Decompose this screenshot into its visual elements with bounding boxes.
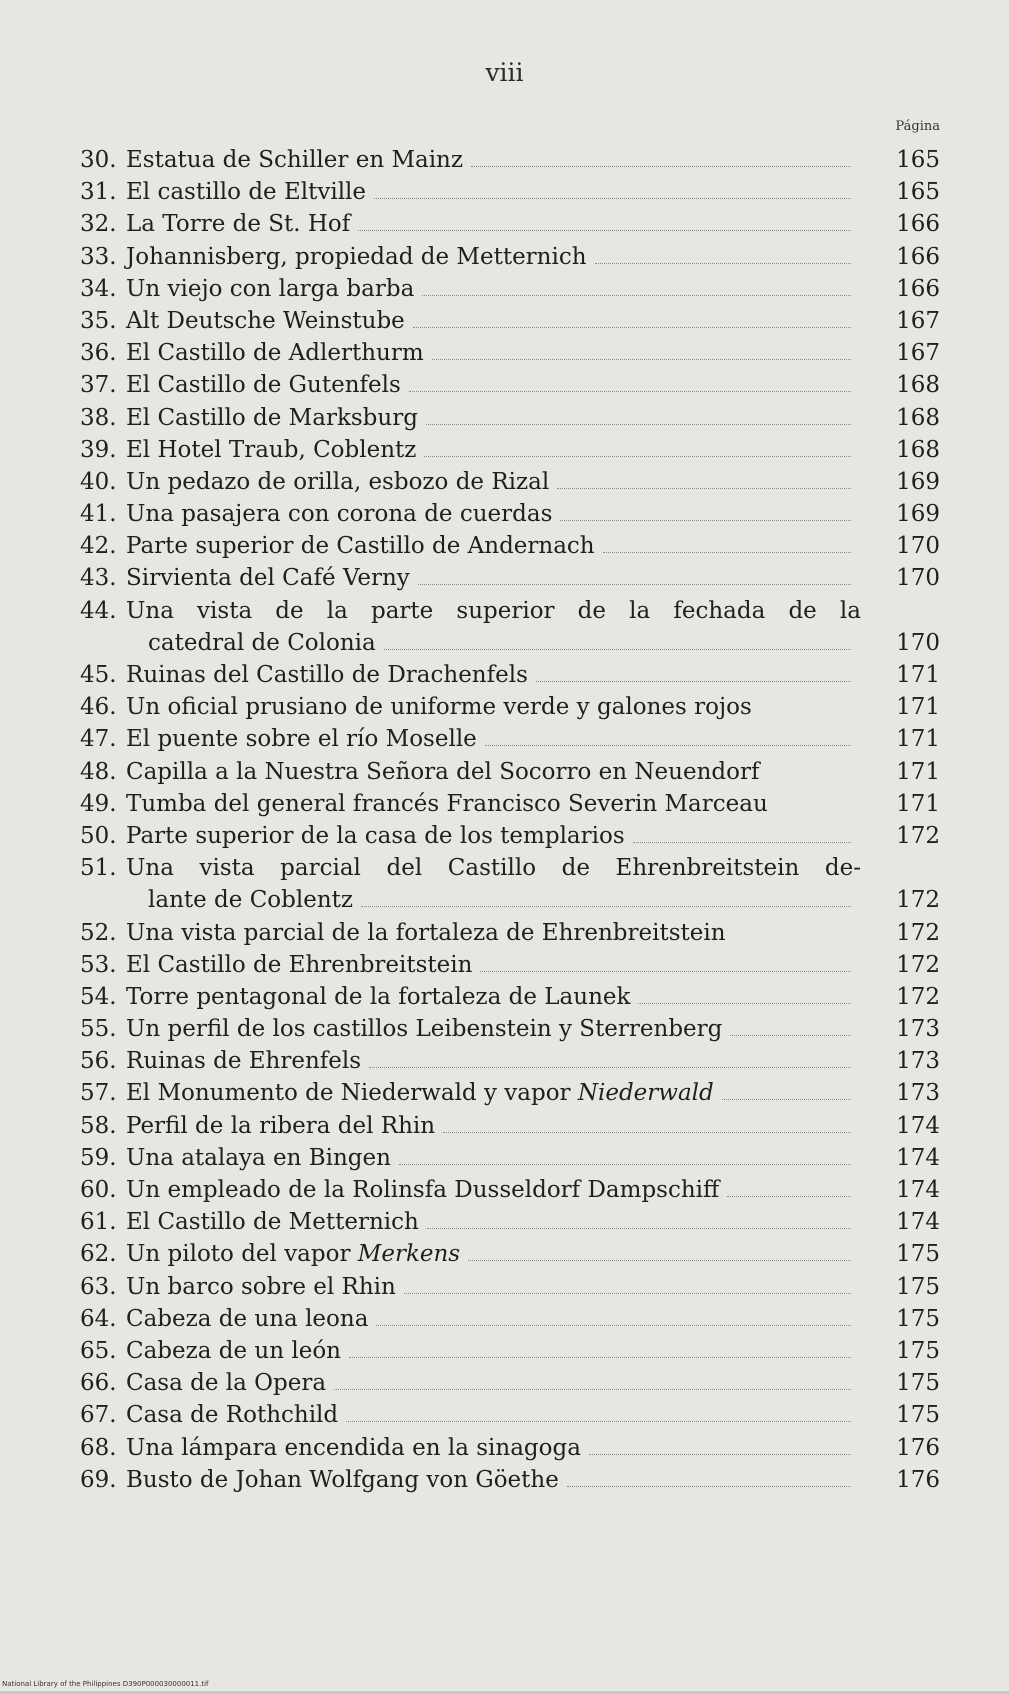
item-number: 50. [80, 822, 117, 849]
item-number: 32. [80, 211, 117, 238]
item-title [126, 852, 861, 916]
item-title [126, 176, 861, 208]
dot-leader [369, 1066, 851, 1068]
list-item [80, 530, 940, 562]
item-title [126, 1077, 861, 1109]
list-item [80, 917, 940, 949]
item-title-text: Un piloto del vapor [126, 1241, 358, 1268]
item-title-text: Alt Deutsche Weinstube [126, 307, 405, 334]
dot-leader [426, 423, 851, 425]
dot-leader [404, 1292, 851, 1294]
page-number: viii [485, 58, 524, 87]
item-title-text: Una lámpara encendida en la sinagoga [126, 1434, 581, 1461]
item-title-italic: Merkens [357, 1241, 461, 1268]
list-item [80, 434, 940, 466]
item-page-number: 171 [896, 662, 940, 689]
list-item [80, 498, 940, 530]
item-page-number: 166 [896, 243, 940, 270]
item-title-text: Una pasajera con corona de cuerdas [126, 501, 553, 528]
item-number: 54. [80, 983, 117, 1010]
item-number: 40. [80, 468, 117, 495]
item-number: 46. [80, 694, 117, 721]
item-page-number: 174 [896, 1209, 940, 1236]
dot-leader [418, 583, 851, 585]
dot-leader [384, 648, 851, 650]
item-number: 39. [80, 436, 117, 463]
item-page-number: 167 [896, 340, 940, 367]
dot-leader [589, 1453, 851, 1455]
item-title [126, 144, 861, 176]
item-title-continuation: lante de Coblentz [148, 887, 354, 914]
item-title-text: Perfil de la ribera del Rhin [126, 1112, 436, 1139]
item-title-text: Un perfil de los castillos Leibenstein y Sterrenberg [126, 1016, 723, 1043]
list-item [80, 1367, 940, 1399]
item-number: 57. [80, 1080, 117, 1107]
item-number: 68. [80, 1434, 117, 1461]
item-title-text: El Hotel Traub, Coblentz [126, 436, 417, 463]
dot-leader [361, 905, 851, 907]
list-item [80, 1399, 940, 1431]
item-title-line2 [126, 884, 861, 916]
list-item [80, 1335, 940, 1367]
item-title-text: Casa de la Opera [126, 1370, 327, 1397]
item-title-text: Un pedazo de orilla, esbozo de Rizal [126, 468, 550, 495]
item-title-text: El Castillo de Marksburg [126, 404, 418, 431]
list-item [80, 1303, 940, 1335]
list-item [80, 1013, 940, 1045]
dot-leader [471, 165, 851, 167]
item-number: 66. [80, 1370, 117, 1397]
item-page-number: 172 [896, 951, 940, 978]
item-page-number: 171 [896, 790, 940, 817]
item-number: 44. [80, 597, 117, 624]
item-number: 30. [80, 147, 117, 173]
item-title-text: Ruinas del Castillo de Drachenfels [126, 662, 528, 689]
item-title-text: Cabeza de una leona [126, 1305, 369, 1332]
list-item [80, 337, 940, 369]
item-title-text: El Castillo de Gutenfels [126, 372, 401, 399]
list-item [80, 1238, 940, 1270]
list-item [80, 466, 940, 498]
item-page-number: 168 [896, 404, 940, 431]
item-number: 62. [80, 1241, 117, 1268]
item-title-line1: Una vista parcial del Castillo de Ehrenbreitstein de- [126, 855, 861, 882]
dot-leader [358, 229, 851, 231]
item-page-number: 170 [896, 629, 940, 656]
item-title [126, 691, 861, 723]
item-number: 61. [80, 1209, 117, 1236]
list-item [80, 949, 940, 981]
item-title [126, 1432, 861, 1464]
dot-leader [633, 841, 851, 843]
item-title [126, 337, 861, 369]
item-title [126, 1271, 861, 1303]
list-item [80, 659, 940, 691]
dot-leader [422, 294, 851, 296]
dot-leader [432, 358, 851, 360]
dot-leader [346, 1420, 851, 1422]
dot-leader [349, 1356, 851, 1358]
dot-leader [536, 680, 851, 682]
item-page-number: 175 [896, 1241, 940, 1268]
item-title-continuation: catedral de Colonia [148, 629, 376, 656]
item-title-text: Un oficial prusiano de uniforme verde y galones rojos [126, 694, 752, 721]
item-title [126, 756, 861, 788]
item-number: 47. [80, 726, 117, 753]
item-title-text: Tumba del general francés Francisco Severin Marceau [126, 790, 768, 817]
item-number: 31. [80, 179, 117, 206]
item-page-number: 174 [896, 1177, 940, 1204]
list-item [80, 723, 940, 755]
list-item [80, 820, 940, 852]
item-number: 49. [80, 790, 117, 817]
item-page-number: 168 [896, 372, 940, 399]
dot-leader [480, 970, 851, 972]
item-page-number: 173 [896, 1080, 940, 1107]
page-column-heading: Página [895, 119, 940, 134]
item-title [126, 1464, 861, 1496]
list-item [80, 756, 940, 788]
dot-leader [638, 1002, 851, 1004]
item-page-number: 169 [896, 501, 940, 528]
dot-leader [468, 1259, 851, 1261]
list-item [80, 1432, 940, 1464]
item-title [126, 949, 861, 981]
list-item [80, 981, 940, 1013]
item-title-text: Un empleado de la Rolinsfa Dusseldorf Dampschiff [126, 1177, 720, 1204]
item-title [126, 434, 861, 466]
item-page-number: 171 [896, 726, 940, 753]
item-number: 34. [80, 275, 117, 302]
list-item [80, 176, 940, 208]
list-item [80, 1174, 940, 1206]
item-title [126, 595, 861, 659]
item-page-number: 166 [896, 211, 940, 238]
item-title [126, 530, 861, 562]
dot-leader [603, 551, 851, 553]
item-page-number: 165 [896, 179, 940, 206]
item-title [126, 1174, 861, 1206]
item-title [126, 241, 861, 273]
item-title [126, 208, 861, 240]
item-number: 67. [80, 1402, 117, 1429]
list-item [80, 305, 940, 337]
item-page-number: 170 [896, 533, 940, 560]
dot-leader [722, 1098, 851, 1100]
item-title-text: El Castillo de Ehrenbreitstein [126, 951, 473, 978]
item-number: 65. [80, 1337, 117, 1364]
item-title-line2 [126, 627, 861, 659]
list-item [80, 144, 940, 176]
item-title [126, 820, 861, 852]
item-title-text: Capilla a la Nuestra Señora del Socorro en Neuendorf [126, 758, 760, 785]
list-item [80, 788, 940, 820]
item-number: 56. [80, 1048, 117, 1075]
item-title [126, 1238, 861, 1270]
item-page-number: 172 [896, 822, 940, 849]
list-item [80, 402, 940, 434]
list-item [80, 691, 940, 723]
item-title [126, 466, 861, 498]
dot-leader [424, 455, 851, 457]
item-number: 60. [80, 1177, 117, 1204]
item-number: 33. [80, 243, 117, 270]
item-title-line1: Una vista de la parte superior de la fechada de la [126, 597, 861, 624]
item-page-number: 174 [896, 1144, 940, 1171]
item-number: 48. [80, 758, 117, 785]
item-number: 64. [80, 1305, 117, 1332]
item-title [126, 1045, 861, 1077]
item-title [126, 1013, 861, 1045]
item-number: 35. [80, 307, 117, 334]
item-title [126, 788, 861, 820]
item-page-number: 172 [896, 887, 940, 914]
item-number: 52. [80, 919, 117, 946]
item-number: 38. [80, 404, 117, 431]
item-title [126, 659, 861, 691]
item-title-text: La Torre de St. Hof [126, 211, 351, 238]
list-item [80, 1271, 940, 1303]
item-title-text: Johannisberg, propiedad de Metternich [126, 243, 587, 270]
item-title-text: Torre pentagonal de la fortaleza de Launek [126, 983, 631, 1010]
item-title-text: El castillo de Eltville [126, 179, 367, 206]
item-title-text: Casa de Rothchild [126, 1402, 339, 1429]
item-page-number: 171 [896, 758, 940, 785]
item-page-number: 171 [896, 694, 940, 721]
item-title-text: Parte superior de Castillo de Andernach [126, 533, 595, 560]
dot-leader [485, 744, 851, 746]
list-item [80, 1110, 940, 1142]
item-title [126, 498, 861, 530]
dot-leader [567, 1485, 851, 1487]
item-page-number: 172 [896, 919, 940, 946]
item-title-text: Una vista parcial de la fortaleza de Ehrenbreitstein [126, 919, 726, 946]
dot-leader [727, 1195, 851, 1197]
item-number: 55. [80, 1016, 117, 1043]
item-title [126, 305, 861, 337]
item-number: 59. [80, 1144, 117, 1171]
list-item [80, 1045, 940, 1077]
item-number: 37. [80, 372, 117, 399]
item-title [126, 1142, 861, 1174]
item-title-text: El puente sobre el río Moselle [126, 726, 477, 753]
item-number: 43. [80, 565, 117, 592]
item-title [126, 369, 861, 401]
item-title [126, 723, 861, 755]
item-title [126, 562, 861, 594]
dot-leader [334, 1388, 851, 1390]
list-item [80, 208, 940, 240]
item-number: 58. [80, 1112, 117, 1139]
item-number: 42. [80, 533, 117, 560]
item-title [126, 917, 861, 949]
item-title-text: Cabeza de un león [126, 1337, 341, 1364]
item-title-text: Parte superior de la casa de los templarios [126, 822, 625, 849]
list-item [80, 1206, 940, 1238]
item-page-number: 175 [896, 1402, 940, 1429]
item-title-text: Un barco sobre el Rhin [126, 1273, 396, 1300]
dot-leader [557, 487, 851, 489]
item-page-number: 165 [896, 147, 940, 173]
item-page-number: 175 [896, 1273, 940, 1300]
item-page-number: 172 [896, 983, 940, 1010]
item-title-text: El Castillo de Adlerthurm [126, 340, 424, 367]
item-title-text: Ruinas de Ehrenfels [126, 1048, 362, 1075]
item-number: 41. [80, 501, 117, 528]
item-page-number: 175 [896, 1370, 940, 1397]
item-title-text: El Castillo de Metternich [126, 1209, 419, 1236]
item-title [126, 981, 861, 1013]
list-item [80, 1464, 940, 1496]
item-page-number: 166 [896, 275, 940, 302]
item-page-number: 169 [896, 468, 940, 495]
dot-leader [399, 1163, 851, 1165]
item-title [126, 1110, 861, 1142]
item-title [126, 402, 861, 434]
dot-leader [409, 390, 851, 392]
list-item [80, 595, 940, 659]
dot-leader [413, 326, 851, 328]
item-number: 36. [80, 340, 117, 367]
item-title [126, 273, 861, 305]
item-title-text: El Monumento de Niederwald y vapor [126, 1080, 578, 1107]
item-page-number: 175 [896, 1337, 940, 1364]
item-title [126, 1206, 861, 1238]
item-number: 53. [80, 951, 117, 978]
item-title-text: Estatua de Schiller en Mainz [126, 147, 463, 173]
dot-leader [443, 1131, 851, 1133]
list-item [80, 1077, 940, 1109]
item-page-number: 168 [896, 436, 940, 463]
item-title [126, 1399, 861, 1431]
item-number: 45. [80, 662, 117, 689]
list-item [80, 369, 940, 401]
dot-leader [595, 262, 851, 264]
dot-leader [374, 197, 851, 199]
item-number: 69. [80, 1466, 117, 1493]
dot-leader [376, 1324, 851, 1326]
item-page-number: 167 [896, 307, 940, 334]
list-item [80, 241, 940, 273]
dot-leader [427, 1227, 851, 1229]
item-title [126, 1367, 861, 1399]
list-item [80, 1142, 940, 1174]
item-number: 51. [80, 855, 117, 882]
item-page-number: 173 [896, 1048, 940, 1075]
item-title [126, 1303, 861, 1335]
item-title-text: Sirvienta del Café Verny [126, 565, 410, 592]
item-page-number: 175 [896, 1305, 940, 1332]
item-title-italic: Niederwald [577, 1080, 714, 1107]
item-page-number: 173 [896, 1016, 940, 1043]
item-page-number: 170 [896, 565, 940, 592]
illustration-list [80, 144, 940, 1496]
list-item [80, 562, 940, 594]
item-title-text: Un viejo con larga barba [126, 275, 415, 302]
footer-stamp: National Library of the Philippines D390P000030000011.tif [2, 1680, 209, 1688]
item-page-number: 176 [896, 1434, 940, 1461]
item-title [126, 1335, 861, 1367]
dot-leader [730, 1034, 851, 1036]
list-item [80, 852, 940, 916]
item-title-text: Busto de Johan Wolfgang von Göethe [126, 1466, 559, 1493]
list-item [80, 273, 940, 305]
item-page-number: 174 [896, 1112, 940, 1139]
dot-leader [560, 519, 851, 521]
item-title-text: Una atalaya en Bingen [126, 1144, 391, 1171]
item-page-number: 176 [896, 1466, 940, 1493]
item-number: 63. [80, 1273, 117, 1300]
